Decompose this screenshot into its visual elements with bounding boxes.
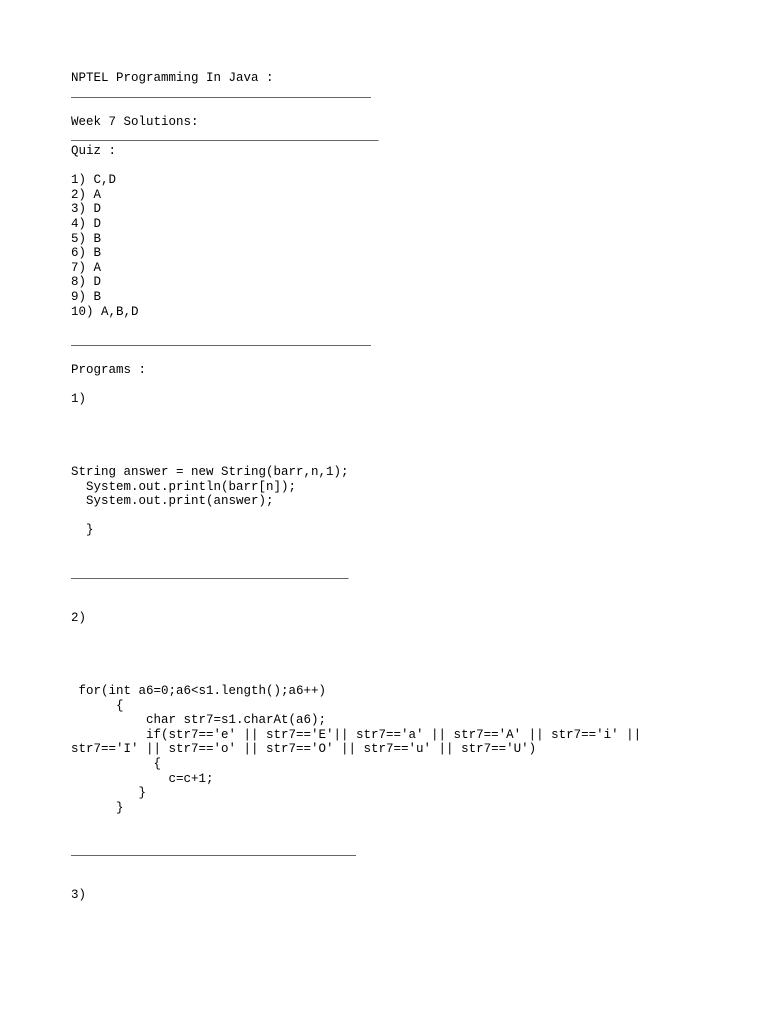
blank-line	[71, 421, 641, 436]
blank-line	[71, 815, 641, 830]
blank-line	[71, 553, 641, 568]
text-line: 3) D	[71, 202, 102, 217]
document-body	[71, 71, 641, 903]
blank-line	[71, 436, 641, 451]
text-line: 10) A,B,D	[71, 304, 139, 319]
blank-line	[71, 596, 641, 611]
text-line: 3)	[71, 888, 87, 903]
text-line: System.out.println(barr[n]);	[71, 479, 297, 494]
text-line: Week 7 Solutions:	[71, 114, 199, 129]
separator-line: _____________________________________	[71, 567, 349, 582]
text-line: 4) D	[71, 216, 102, 231]
text-line: for(int a6=0;a6<s1.length();a6++)	[71, 683, 327, 698]
text-line: Programs :	[71, 362, 147, 377]
blank-line	[71, 348, 641, 363]
blank-line	[71, 450, 641, 465]
blank-line	[71, 319, 641, 334]
blank-line	[71, 655, 641, 670]
text-line: str7=='I' || str7=='o' || str7=='O' || str7=='u' || str7=='U')	[71, 742, 537, 757]
text-line: if(str7=='e' || str7=='E'|| str7=='a' || str7=='A' || str7=='i' ||	[71, 727, 642, 742]
separator-line: ________________________________________	[71, 333, 372, 348]
text-line: 1)	[71, 392, 87, 407]
text-line: 2)	[71, 610, 87, 625]
text-line: 7) A	[71, 260, 102, 275]
text-line: }	[71, 786, 147, 801]
blank-line	[71, 859, 641, 874]
separator-line: ________________________________________	[71, 85, 372, 100]
blank-line	[71, 830, 641, 845]
text-line: }	[71, 523, 94, 538]
text-line: }	[71, 800, 124, 815]
text-line: char str7=s1.charAt(a6);	[71, 713, 327, 728]
text-line: Quiz :	[71, 143, 117, 158]
text-line: String answer = new String(barr,n,1);	[71, 465, 349, 480]
text-line: NPTEL Programming In Java :	[71, 71, 274, 85]
blank-line	[71, 874, 641, 889]
text-line: System.out.print(answer);	[71, 494, 274, 509]
text-line: 6) B	[71, 246, 102, 261]
blank-line	[71, 582, 641, 597]
blank-line	[71, 100, 641, 115]
blank-line	[71, 407, 641, 422]
blank-line	[71, 626, 641, 641]
text-line: 5) B	[71, 231, 102, 246]
text-line: 9) B	[71, 289, 102, 304]
blank-line	[71, 640, 641, 655]
blank-line	[71, 159, 641, 174]
text-line: {	[71, 756, 162, 771]
separator-line: _________________________________________	[71, 129, 379, 144]
blank-line	[71, 509, 641, 524]
text-line: 8) D	[71, 275, 102, 290]
text-line: {	[71, 698, 124, 713]
text-line: c=c+1;	[71, 771, 214, 786]
blank-line	[71, 377, 641, 392]
blank-line	[71, 538, 641, 553]
text-line: 1) C,D	[71, 173, 117, 188]
blank-line	[71, 669, 641, 684]
text-line: 2) A	[71, 187, 102, 202]
separator-line: ______________________________________	[71, 844, 357, 859]
